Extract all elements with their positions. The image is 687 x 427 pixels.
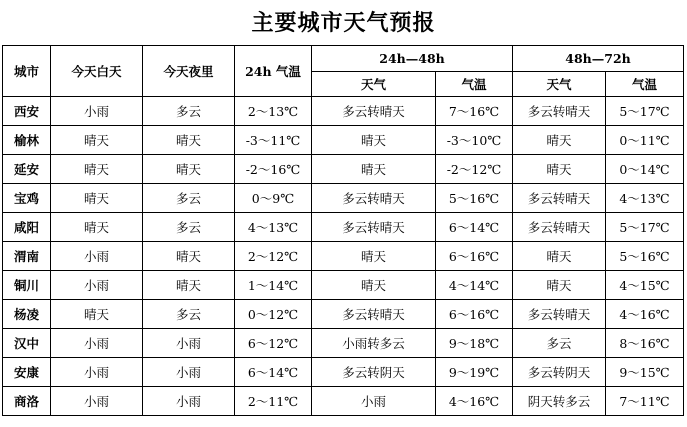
table-row	[3, 358, 684, 387]
tonight-cell: 多云	[143, 97, 235, 126]
temp-24h-cell: 6～12℃	[235, 329, 312, 358]
table-row	[3, 300, 684, 329]
temp-72h-cell: 4～13℃	[606, 184, 684, 213]
weather-48h-cell: 多云转晴天	[312, 97, 436, 126]
weather-48h-cell: 晴天	[312, 271, 436, 300]
tonight-cell: 晴天	[143, 242, 235, 271]
temp-48h-cell: 9～18℃	[436, 329, 513, 358]
temp-48h-cell: 4～14℃	[436, 271, 513, 300]
weather-48h-cell: 多云转阴天	[312, 358, 436, 387]
city-cell: 延安	[3, 155, 51, 184]
header-group-48-72h: 48h—72h	[513, 46, 684, 72]
weather-72h-cell: 多云	[513, 329, 606, 358]
weather-72h-cell: 多云转晴天	[513, 184, 606, 213]
city-cell: 宝鸡	[3, 184, 51, 213]
today-day-cell: 小雨	[51, 358, 143, 387]
temp-24h-cell: 2～12℃	[235, 242, 312, 271]
table-row	[3, 271, 684, 300]
temp-24h-cell: -3～11℃	[235, 126, 312, 155]
temp-72h-cell: 4～15℃	[606, 271, 684, 300]
weather-48h-cell: 小雨	[312, 387, 436, 416]
today-day-cell: 晴天	[51, 300, 143, 329]
weather-48h-cell: 晴天	[312, 242, 436, 271]
temp-72h-cell: 0～14℃	[606, 155, 684, 184]
table-row	[3, 155, 684, 184]
table-row	[3, 184, 684, 213]
tonight-cell: 晴天	[143, 126, 235, 155]
header-tonight: 今天夜里	[143, 46, 235, 97]
city-cell: 商洛	[3, 387, 51, 416]
temp-24h-cell: 1～14℃	[235, 271, 312, 300]
tonight-cell: 多云	[143, 300, 235, 329]
today-day-cell: 晴天	[51, 213, 143, 242]
temp-72h-cell: 5～16℃	[606, 242, 684, 271]
header-weather-72h: 天气	[513, 72, 606, 97]
today-day-cell: 小雨	[51, 329, 143, 358]
weather-72h-cell: 多云转阴天	[513, 358, 606, 387]
city-cell: 汉中	[3, 329, 51, 358]
tonight-cell: 多云	[143, 213, 235, 242]
weather-48h-cell: 多云转晴天	[312, 184, 436, 213]
temp-48h-cell: 6～14℃	[436, 213, 513, 242]
forecast-table	[2, 45, 684, 416]
city-cell: 西安	[3, 97, 51, 126]
forecast-rows	[3, 97, 684, 416]
table-row	[3, 126, 684, 155]
temp-72h-cell: 0～11℃	[606, 126, 684, 155]
weather-48h-cell: 多云转晴天	[312, 300, 436, 329]
tonight-cell: 小雨	[143, 329, 235, 358]
weather-72h-cell: 阴天转多云	[513, 387, 606, 416]
today-day-cell: 小雨	[51, 242, 143, 271]
weather-72h-cell: 多云转晴天	[513, 300, 606, 329]
tonight-cell: 晴天	[143, 155, 235, 184]
temp-24h-cell: 0～12℃	[235, 300, 312, 329]
temp-24h-cell: 4～13℃	[235, 213, 312, 242]
header-group-24-48h: 24h—48h	[312, 46, 513, 72]
temp-72h-cell: 5～17℃	[606, 213, 684, 242]
weather-48h-cell: 小雨转多云	[312, 329, 436, 358]
tonight-cell: 小雨	[143, 387, 235, 416]
temp-48h-cell: 7～16℃	[436, 97, 513, 126]
temp-48h-cell: -2～12℃	[436, 155, 513, 184]
today-day-cell: 晴天	[51, 184, 143, 213]
table-row	[3, 242, 684, 271]
today-day-cell: 晴天	[51, 155, 143, 184]
tonight-cell: 小雨	[143, 358, 235, 387]
temp-48h-cell: 5～16℃	[436, 184, 513, 213]
city-cell: 榆林	[3, 126, 51, 155]
page-title: 主要城市天气预报	[251, 10, 436, 36]
city-cell: 杨凌	[3, 300, 51, 329]
city-cell: 渭南	[3, 242, 51, 271]
header-weather-48h: 天气	[312, 72, 436, 97]
temp-48h-cell: 4～16℃	[436, 387, 513, 416]
header-city: 城市	[3, 46, 51, 97]
table-row	[3, 329, 684, 358]
today-day-cell: 小雨	[51, 97, 143, 126]
temp-72h-cell: 9～15℃	[606, 358, 684, 387]
temp-24h-cell: 6～14℃	[235, 358, 312, 387]
weather-48h-cell: 晴天	[312, 155, 436, 184]
weather-72h-cell: 晴天	[513, 242, 606, 271]
header-temp-72h: 气温	[606, 72, 684, 97]
weather-72h-cell: 晴天	[513, 271, 606, 300]
today-day-cell: 小雨	[51, 387, 143, 416]
temp-72h-cell: 5～17℃	[606, 97, 684, 126]
temp-24h-cell: 2～13℃	[235, 97, 312, 126]
temp-24h-cell: -2～16℃	[235, 155, 312, 184]
today-day-cell: 晴天	[51, 126, 143, 155]
city-cell: 咸阳	[3, 213, 51, 242]
weather-72h-cell: 多云转晴天	[513, 97, 606, 126]
weather-72h-cell: 晴天	[513, 126, 606, 155]
temp-72h-cell: 4～16℃	[606, 300, 684, 329]
tonight-cell: 晴天	[143, 271, 235, 300]
today-day-cell: 小雨	[51, 271, 143, 300]
temp-24h-cell: 2～11℃	[235, 387, 312, 416]
table-row	[3, 213, 684, 242]
city-cell: 铜川	[3, 271, 51, 300]
temp-48h-cell: -3～10℃	[436, 126, 513, 155]
temp-48h-cell: 6～16℃	[436, 300, 513, 329]
weather-48h-cell: 晴天	[312, 126, 436, 155]
header-temp-24h: 24h 气温	[235, 46, 312, 97]
tonight-cell: 多云	[143, 184, 235, 213]
header-temp-48h: 气温	[436, 72, 513, 97]
temp-48h-cell: 6～16℃	[436, 242, 513, 271]
temp-24h-cell: 0～9℃	[235, 184, 312, 213]
temp-48h-cell: 9～19℃	[436, 358, 513, 387]
weather-48h-cell: 多云转晴天	[312, 213, 436, 242]
weather-72h-cell: 多云转晴天	[513, 213, 606, 242]
weather-72h-cell: 晴天	[513, 155, 606, 184]
table-row	[3, 97, 684, 126]
header-today-day: 今天白天	[51, 46, 143, 97]
table-row	[3, 387, 684, 416]
temp-72h-cell: 8～16℃	[606, 329, 684, 358]
temp-72h-cell: 7～11℃	[606, 387, 684, 416]
city-cell: 安康	[3, 358, 51, 387]
